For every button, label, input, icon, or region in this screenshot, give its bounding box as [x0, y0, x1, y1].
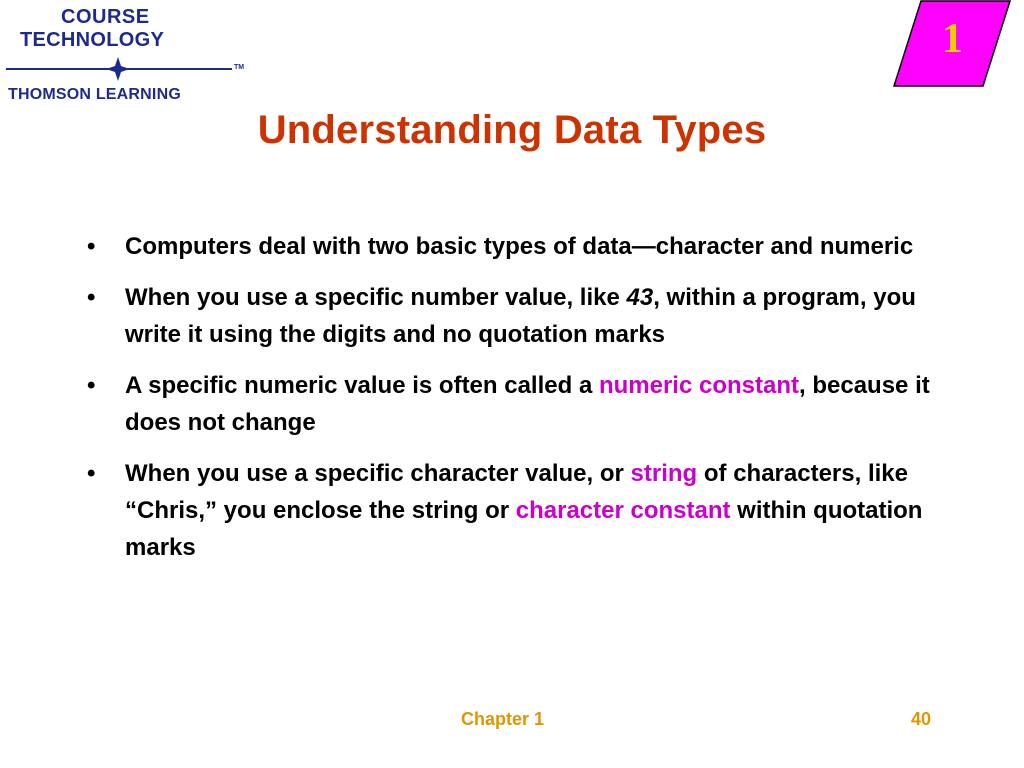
logo-line-course: COURSE: [61, 6, 150, 28]
slide-title: Understanding Data Types: [257, 108, 767, 152]
bullet-text: When you use a specific character value, or: [125, 460, 631, 487]
bullet-marker: •: [87, 460, 96, 487]
bullet-text: A specific numeric value is often called a: [125, 372, 599, 399]
publisher-logo: [6, 4, 256, 104]
logo-star-rule-icon: [6, 57, 236, 87]
bullet-list: [85, 228, 945, 580]
bullet-item: [85, 228, 945, 265]
bullet-text: Computers deal with two basic types of data—character and numeric: [125, 233, 914, 260]
key-term-string: string: [630, 460, 698, 487]
chapter-badge-number: 1: [942, 16, 963, 62]
bullet-text: , because it does not change: [125, 372, 930, 436]
key-term-character-constant: character constant: [515, 497, 731, 524]
bullet-text: within quotation marks: [125, 497, 923, 561]
key-term-numeric-constant: numeric constant: [598, 372, 799, 399]
footer-page-number: 40: [911, 709, 932, 729]
logo-line-technology: TECHNOLOGY: [20, 29, 165, 51]
footer-chapter-label: Chapter 1: [461, 709, 545, 729]
bullet-text: of characters, like “Chris,” you enclose the string or: [125, 460, 908, 524]
bullet-marker: •: [87, 372, 96, 399]
bullet-text: When you use a specific number value, like: [125, 284, 627, 311]
bullet-item: [85, 279, 945, 353]
bullet-text: , within a program, you write it using the digits and no quotation marks: [125, 284, 916, 348]
bullet-marker: •: [87, 233, 96, 260]
logo-trademark: TM: [234, 64, 245, 71]
bullet-item: [85, 367, 945, 441]
bullet-number-example: 43: [626, 284, 654, 311]
bullet-marker: •: [87, 284, 96, 311]
bullet-item: [85, 455, 945, 566]
logo-line-thomson: THOMSON LEARNING: [8, 86, 181, 103]
